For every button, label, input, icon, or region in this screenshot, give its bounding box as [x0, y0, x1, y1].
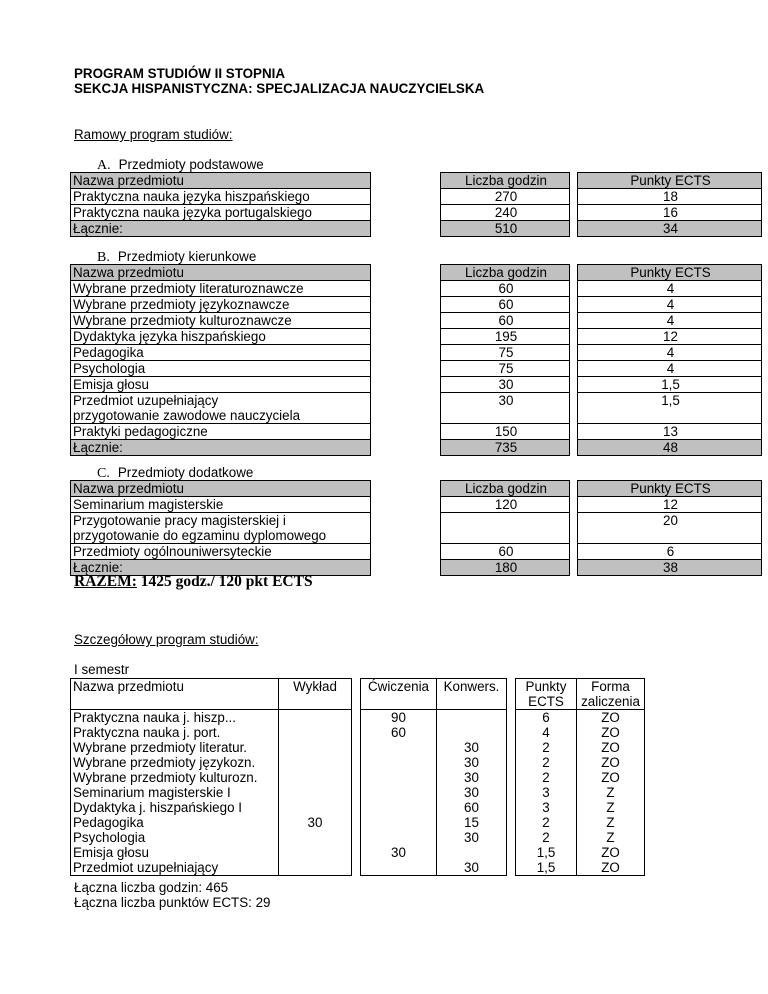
- form-value: Z: [577, 800, 645, 815]
- column-gap: [371, 497, 441, 513]
- lecture-hours: 30: [279, 815, 352, 830]
- ects-value: 34: [578, 221, 762, 237]
- subject-name: [71, 544, 371, 560]
- ects-value: 4: [578, 297, 762, 313]
- subject-name-line: Przedmioty ogólnouniwersyteckie: [73, 544, 272, 559]
- ects-value: 12: [578, 329, 762, 345]
- column-gap: [570, 345, 578, 361]
- subject-name-line: Wybrane przedmioty literaturoznawcze: [73, 281, 304, 296]
- column-gap: [371, 221, 441, 237]
- column-gap: [371, 329, 441, 345]
- subject-name-line: Praktyki pedagogiczne: [73, 424, 208, 439]
- column-gap: [352, 755, 361, 770]
- lecture-hours: [279, 860, 352, 876]
- column-gap: [507, 740, 516, 755]
- ects-value: 4: [578, 281, 762, 297]
- exercise-hours: [361, 740, 437, 755]
- table-row: [71, 377, 762, 393]
- header-ects-line2: ECTS: [516, 694, 577, 710]
- hours-value: 240: [441, 205, 570, 221]
- header-ects: Punkty ECTS: [578, 173, 762, 189]
- hours-value: 75: [441, 345, 570, 361]
- conv-hours: 30: [437, 770, 507, 785]
- lecture-hours: [279, 740, 352, 755]
- header-name: Nazwa przedmiotu: [71, 481, 371, 497]
- column-gap: [570, 189, 578, 205]
- conv-hours: 30: [437, 785, 507, 800]
- semester-row: [71, 785, 645, 800]
- column-gap: [371, 513, 441, 544]
- exercise-hours: [361, 770, 437, 785]
- subject-name-line: Łącznie:: [73, 221, 123, 236]
- total-hours: Łączna liczba godzin: 465: [74, 880, 229, 895]
- semester-row: [71, 830, 645, 845]
- subject-name: [71, 281, 371, 297]
- header-hours: Liczba godzin: [441, 173, 570, 189]
- lecture-hours: [279, 800, 352, 815]
- conv-hours: 30: [437, 740, 507, 755]
- hours-value: [441, 513, 570, 544]
- column-gap: [507, 770, 516, 785]
- section-b-heading: [97, 249, 256, 265]
- hours-value: 195: [441, 329, 570, 345]
- column-gap: [570, 329, 578, 345]
- conv-hours: 60: [437, 800, 507, 815]
- ects-value: 12: [578, 497, 762, 513]
- column-gap: [371, 481, 441, 497]
- form-value: ZO: [577, 725, 645, 740]
- ects-value: 13: [578, 424, 762, 440]
- hours-value: 75: [441, 361, 570, 377]
- hours-value: 510: [441, 221, 570, 237]
- subject-name: [71, 345, 371, 361]
- exercise-hours: [361, 755, 437, 770]
- table-row: [71, 281, 762, 297]
- column-gap: [352, 785, 361, 800]
- table-header-row: [71, 173, 762, 189]
- column-gap: [507, 830, 516, 845]
- conv-hours: 30: [437, 860, 507, 876]
- exercise-hours: [361, 785, 437, 800]
- semester-row: [71, 860, 645, 876]
- section-b-letter: B.: [97, 250, 110, 265]
- column-gap: [570, 281, 578, 297]
- column-gap: [352, 815, 361, 830]
- ects-value: 6: [516, 710, 577, 726]
- ects-value: 20: [578, 513, 762, 544]
- column-gap: [371, 189, 441, 205]
- column-gap: [352, 830, 361, 845]
- column-gap: [371, 205, 441, 221]
- column-gap: [371, 560, 441, 576]
- razem-value: 1425 godz./ 120 pkt ECTS: [140, 573, 313, 590]
- form-value: ZO: [577, 860, 645, 876]
- razem-summary: [74, 574, 313, 589]
- table-row: [71, 497, 762, 513]
- column-gap: [352, 679, 361, 710]
- form-value: ZO: [577, 710, 645, 726]
- column-gap: [371, 297, 441, 313]
- subject-name: [71, 297, 371, 313]
- razem-label: RAZEM:: [74, 573, 137, 590]
- subject-name: [71, 513, 371, 544]
- ects-value: 6: [578, 544, 762, 560]
- lecture-hours: [279, 830, 352, 845]
- column-gap: [570, 393, 578, 424]
- semester-row: [71, 800, 645, 815]
- subject-name: Praktyczna nauka j. hiszp...: [71, 710, 279, 726]
- subject-name: [71, 189, 371, 205]
- ects-value: 3: [516, 800, 577, 815]
- hours-value: 60: [441, 313, 570, 329]
- subject-name: [71, 221, 371, 237]
- form-value: Z: [577, 815, 645, 830]
- subject-name: Emisja głosu: [71, 845, 279, 860]
- subject-name-line: Psychologia: [73, 361, 146, 376]
- hours-value: 735: [441, 440, 570, 456]
- hours-value: 180: [441, 560, 570, 576]
- column-gap: [371, 265, 441, 281]
- hours-value: 30: [441, 393, 570, 424]
- table-row: [71, 297, 762, 313]
- column-gap: [570, 440, 578, 456]
- subject-name: Praktyczna nauka j. port.: [71, 725, 279, 740]
- column-gap: [570, 513, 578, 544]
- header-form-line2: zaliczenia: [577, 694, 645, 710]
- column-gap: [352, 740, 361, 755]
- semester-row: [71, 770, 645, 785]
- ects-value: 4: [516, 725, 577, 740]
- section-c-title: Przedmioty dodatkowe: [117, 465, 254, 480]
- subject-name: Psychologia: [71, 830, 279, 845]
- subject-name: [71, 393, 371, 424]
- conv-hours: [437, 845, 507, 860]
- hours-value: 150: [441, 424, 570, 440]
- column-gap: [507, 860, 516, 876]
- ects-value: 4: [578, 345, 762, 361]
- section-c-letter: C.: [97, 466, 110, 481]
- table-row: [71, 440, 762, 456]
- table-row: [71, 221, 762, 237]
- header-ects: Punkty ECTS: [578, 265, 762, 281]
- ects-value: 48: [578, 440, 762, 456]
- ects-value: 2: [516, 770, 577, 785]
- header-ects-line1: Punkty: [516, 679, 577, 695]
- semester-row: [71, 740, 645, 755]
- table-row: [71, 205, 762, 221]
- exercise-hours: 30: [361, 845, 437, 860]
- subject-name: Seminarium magisterskie I: [71, 785, 279, 800]
- semester-row: [71, 845, 645, 860]
- header-conv: Konwers.: [437, 679, 507, 710]
- header-lecture: Wykład: [279, 679, 352, 710]
- form-value: ZO: [577, 755, 645, 770]
- section-a-title: Przedmioty podstawowe: [118, 157, 264, 172]
- column-gap: [507, 679, 516, 710]
- ects-value: 1,5: [516, 860, 577, 876]
- table-header-row: [71, 481, 762, 497]
- column-gap: [352, 710, 361, 726]
- lecture-hours: [279, 845, 352, 860]
- hours-value: 60: [441, 297, 570, 313]
- subject-name-line: przygotowanie zawodowe nauczyciela: [73, 408, 301, 423]
- form-value: ZO: [577, 770, 645, 785]
- subject-name-line: Wybrane przedmioty kulturoznawcze: [73, 313, 292, 328]
- column-gap: [570, 481, 578, 497]
- subject-name-line: Seminarium magisterskie: [73, 497, 224, 512]
- header-name: Nazwa przedmiotu: [71, 173, 371, 189]
- column-gap: [507, 815, 516, 830]
- subject-name-line: Praktyczna nauka języka hiszpańskiego: [73, 189, 310, 204]
- column-gap: [507, 725, 516, 740]
- table-header-row: [71, 265, 762, 281]
- column-gap: [570, 361, 578, 377]
- hours-value: 270: [441, 189, 570, 205]
- ects-value: 2: [516, 755, 577, 770]
- conv-hours: [437, 710, 507, 726]
- subject-name: Wybrane przedmioty literatur.: [71, 740, 279, 755]
- lecture-hours: [279, 725, 352, 740]
- subject-name: [71, 329, 371, 345]
- column-gap: [352, 800, 361, 815]
- form-value: Z: [577, 830, 645, 845]
- semester-table: [70, 678, 645, 876]
- column-gap: [352, 770, 361, 785]
- subject-name: Dydaktyka j. hiszpańskiego I: [71, 800, 279, 815]
- subject-name: Pedagogika: [71, 815, 279, 830]
- column-gap: [371, 313, 441, 329]
- subject-name: [71, 424, 371, 440]
- subject-name: [71, 497, 371, 513]
- column-gap: [570, 544, 578, 560]
- column-gap: [570, 377, 578, 393]
- column-gap: [352, 725, 361, 740]
- exercise-hours: [361, 800, 437, 815]
- ects-value: 1,5: [578, 377, 762, 393]
- table-row: [71, 544, 762, 560]
- subject-name-line: Łącznie:: [73, 560, 123, 575]
- column-gap: [371, 281, 441, 297]
- subject-name: [71, 205, 371, 221]
- ects-value: 2: [516, 830, 577, 845]
- column-gap: [371, 393, 441, 424]
- subject-name-line: przygotowanie do egzaminu dyplomowego: [73, 528, 327, 543]
- subject-name: [71, 377, 371, 393]
- ects-value: 38: [578, 560, 762, 576]
- column-gap: [352, 860, 361, 876]
- ects-value: 1,5: [578, 393, 762, 424]
- column-gap: [570, 265, 578, 281]
- semester-row: [71, 815, 645, 830]
- semester-title: I semestr: [74, 662, 130, 677]
- section-c-table: [70, 480, 762, 576]
- table-row: [71, 393, 762, 424]
- column-gap: [570, 313, 578, 329]
- column-gap: [570, 205, 578, 221]
- subject-name-line: Łącznie:: [73, 440, 123, 455]
- subject-name-line: Przygotowanie pracy magisterskiej i: [73, 513, 286, 528]
- header-ects: Punkty ECTS: [578, 481, 762, 497]
- exercise-hours: 90: [361, 710, 437, 726]
- subject-name-line: Przedmiot uzupełniający: [73, 393, 219, 408]
- column-gap: [371, 424, 441, 440]
- semester-row: [71, 755, 645, 770]
- hours-value: 60: [441, 281, 570, 297]
- semester-row: [71, 725, 645, 740]
- ects-value: 4: [578, 313, 762, 329]
- column-gap: [507, 710, 516, 726]
- subject-name: [71, 361, 371, 377]
- total-ects: Łączna liczba punktów ECTS: 29: [74, 895, 271, 910]
- column-gap: [371, 345, 441, 361]
- table-row: [71, 313, 762, 329]
- header-name: Nazwa przedmiotu: [71, 679, 279, 710]
- subject-name-line: Emisja głosu: [73, 377, 149, 392]
- header-form-line1: Forma: [577, 679, 645, 695]
- exercise-hours: [361, 830, 437, 845]
- header-hours: Liczba godzin: [441, 481, 570, 497]
- column-gap: [507, 845, 516, 860]
- document-title: PROGRAM STUDIÓW II STOPNIA: [74, 66, 286, 81]
- ects-value: 4: [578, 361, 762, 377]
- exercise-hours: [361, 860, 437, 876]
- column-gap: [570, 297, 578, 313]
- exercise-hours: 60: [361, 725, 437, 740]
- semester-row: [71, 710, 645, 726]
- column-gap: [507, 785, 516, 800]
- hours-value: 30: [441, 377, 570, 393]
- lecture-hours: [279, 785, 352, 800]
- section-a-letter: A.: [97, 158, 111, 173]
- subject-name-line: Pedagogika: [73, 345, 144, 360]
- lecture-hours: [279, 770, 352, 785]
- section-b-title: Przedmioty kierunkowe: [117, 249, 257, 264]
- hours-value: 60: [441, 544, 570, 560]
- header-hours: Liczba godzin: [441, 265, 570, 281]
- form-value: Z: [577, 785, 645, 800]
- column-gap: [570, 221, 578, 237]
- column-gap: [371, 361, 441, 377]
- column-gap: [371, 440, 441, 456]
- column-gap: [570, 424, 578, 440]
- subject-name-line: Dydaktyka języka hiszpańskiego: [73, 329, 266, 344]
- ects-value: 3: [516, 785, 577, 800]
- section-c-heading: [97, 465, 253, 481]
- header-exercises: Ćwiczenia: [361, 679, 437, 710]
- form-value: ZO: [577, 740, 645, 755]
- exercise-hours: [361, 815, 437, 830]
- conv-hours: 15: [437, 815, 507, 830]
- ects-value: 18: [578, 189, 762, 205]
- lecture-hours: [279, 710, 352, 726]
- header-name: Nazwa przedmiotu: [71, 265, 371, 281]
- conv-hours: 30: [437, 830, 507, 845]
- subject-name: Wybrane przedmioty językozn.: [71, 755, 279, 770]
- semester-header-row: [71, 679, 645, 695]
- table-row: [71, 329, 762, 345]
- table-row: [71, 513, 762, 544]
- form-value: ZO: [577, 845, 645, 860]
- section-a-heading: [97, 157, 264, 173]
- ects-value: 1,5: [516, 845, 577, 860]
- szczegolowy-program-heading: Szczegółowy program studiów:: [74, 632, 259, 647]
- column-gap: [570, 173, 578, 189]
- ects-value: 2: [516, 815, 577, 830]
- ects-value: 2: [516, 740, 577, 755]
- column-gap: [570, 497, 578, 513]
- hours-value: 120: [441, 497, 570, 513]
- column-gap: [371, 544, 441, 560]
- ects-value: 16: [578, 205, 762, 221]
- conv-hours: [437, 725, 507, 740]
- ramowy-program-heading: Ramowy program studiów:: [74, 127, 233, 142]
- subject-name: Wybrane przedmioty kulturozn.: [71, 770, 279, 785]
- section-b-table: [70, 264, 762, 456]
- column-gap: [371, 173, 441, 189]
- column-gap: [507, 755, 516, 770]
- column-gap: [507, 800, 516, 815]
- lecture-hours: [279, 755, 352, 770]
- subject-name-line: Wybrane przedmioty językoznawcze: [73, 297, 290, 312]
- section-a-table: [70, 172, 762, 237]
- document-subtitle: SEKCJA HISPANISTYCZNA: SPECJALIZACJA NAUCZYCIELSKA: [74, 81, 485, 96]
- table-row: [71, 424, 762, 440]
- subject-name: [71, 440, 371, 456]
- subject-name: [71, 313, 371, 329]
- table-row: [71, 189, 762, 205]
- table-row: [71, 345, 762, 361]
- column-gap: [570, 560, 578, 576]
- subject-name: Przedmiot uzupełniający: [71, 860, 279, 876]
- column-gap: [352, 845, 361, 860]
- conv-hours: 30: [437, 755, 507, 770]
- table-row: [71, 361, 762, 377]
- subject-name-line: Praktyczna nauka języka portugalskiego: [73, 205, 312, 220]
- column-gap: [371, 377, 441, 393]
